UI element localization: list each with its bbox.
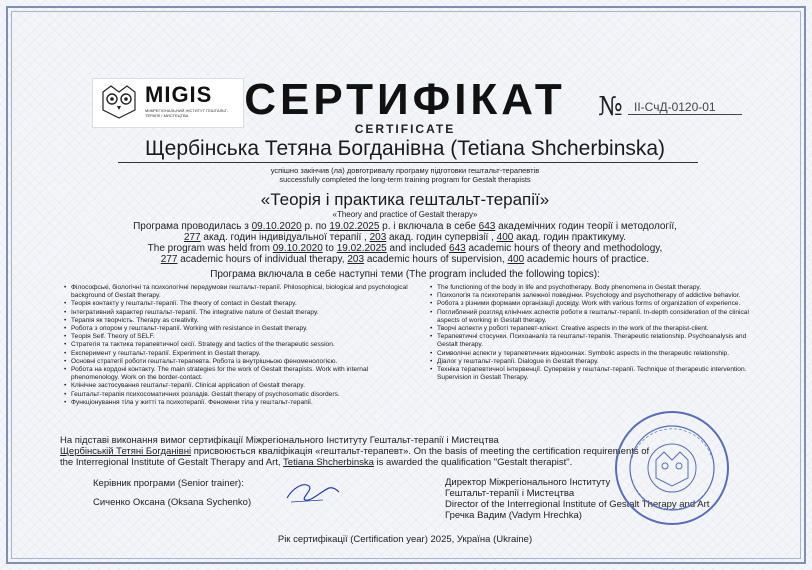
topic-item: • Робота з опором у гештальт-терапії. Working with resistance in Gestalt therapy.: [64, 325, 409, 333]
program-en-line2: 277 academic hours of individual therapy, 203 academic hours of supervision, 400 academic hours of practice.: [160, 254, 650, 265]
handwritten-signature: [283, 478, 343, 506]
completed-uk: успішно закінчив (ла) довготривалу програму підготовки гештальт-терапевтів: [270, 166, 540, 175]
certificate-number: II-СчД-0120-01: [628, 100, 742, 115]
statement-line1: На підставі виконання вимог сертифікації Міжрегіонального Інституту Гештальт-терапії і Мистецтва: [60, 435, 499, 446]
director-role-en: Director of the Interregional Institute of Gestalt Therapy and Art: [445, 499, 710, 510]
completed-en: successfully completed the long-term training program for Gestalt therapists: [279, 175, 531, 184]
topic-item: • Теорія Self. Theory of SELF.: [64, 333, 409, 341]
program-en-line1: The program was held from 09.10.2020 to 19.02.2025 and included 643 academic hours of theory and methodology,: [147, 243, 663, 254]
topic-item: • Психологія та психотерапія залежної поведінки. Psychology and psychotherapy of addictive behavior.: [430, 292, 755, 300]
program-uk-line1: Програма проводилась з 09.10.2020 р. по 19.02.2025 р. і включала в себе 643 академічних годин теорії і методології,: [133, 221, 677, 232]
topics-left-column: [64, 284, 409, 407]
topic-item: • Клінічне застосування гештальт-терапії. Clinical application of Gestalt therapy.: [64, 382, 409, 390]
statement-line2: Щербінській Тетяні Богданівні присвоюється кваліфікація «гештальт-терапевт». On the basis of meeting the certification requirements of: [60, 446, 650, 457]
director-role-uk2: Гештальт-терапії і Мистецтва: [445, 488, 575, 499]
course-title-uk: «Теорія і практика гештальт-терапії»: [260, 190, 550, 209]
topic-item: • Теорія контакту у гештальт-терапії. The theory of contact in Gestalt therapy.: [64, 300, 409, 308]
topic-item: • Діалог у гештальт-терапії. Dialogue in Gestalt therapy.: [430, 358, 755, 366]
senior-trainer-name: Сиченко Оксана (Oksana Sychenko): [93, 497, 252, 508]
name-underline: [118, 162, 698, 163]
director-role-uk1: Директор Міжрегіонального Інституту: [445, 477, 611, 488]
topic-item: • The functioning of the body in life and psychotherapy. Body phenomena in Gestalt therapy.: [430, 284, 755, 292]
statement-line3: the Interregional Institute of Gestalt Therapy and Art, Tetiana Shcherbinska is awarded the qualification "Gestalt therapist".: [60, 457, 573, 468]
migis-logo: [92, 78, 244, 128]
topic-item: • Експеримент у гештальт-терапії. Experiment in Gestalt therapy.: [64, 350, 409, 358]
number-sign: №: [598, 92, 623, 122]
topic-item: • Гештальт-терапія психосоматичних розладів. Gestalt therapy of psychosomatic disorders.: [64, 391, 409, 399]
topic-item: • Функціонування тіла у житті та психотерапії. Феномени тіла у гештальт-терапії.: [64, 399, 409, 407]
owl-logo-icon: [99, 84, 139, 120]
director-name: Гречка Вадим (Vadym Hrechka): [445, 510, 582, 521]
logo-name: MIGIS: [145, 82, 213, 107]
topic-item: • Інтегративний характер гештальт-терапії. The integrative nature of Gestalt therapy.: [64, 309, 409, 317]
institute-stamp-seal: [612, 408, 732, 528]
topic-item: • Творчі аспекти у роботі терапевт-клієнт. Creative aspects in the work of the therapist-client.: [430, 325, 755, 333]
topic-item: • Основні стратегії роботи гештальт-терапевта. Робота із внутрішньою феноменологією.: [64, 358, 409, 366]
topic-item: • Терапевтичні стосунки. Психоаналіз та гештальт-терапія. Therapeutic relationship. Psychoanalysis and Gestalt therapy.: [430, 333, 755, 349]
certificate-title: СЕРТИФІКАТ: [244, 75, 566, 124]
senior-trainer-role: Керівник програми (Senior trainer):: [93, 478, 244, 489]
logo-subtitle: МІЖРЕГІОНАЛЬНИЙ ІНСТИТУТ ГЕШТАЛЬТ-ТЕРАПІЇ І МИСТЕЦТВА: [145, 108, 229, 118]
topic-item: • Терапія як творчість. Therapy as creativity.: [64, 317, 409, 325]
topic-item: • Техніка терапевтичної інтервенції. Супервізія у гештальт-терапії. Technique of therapeutic intervention. Supervision in Gestalt Therapy.: [430, 366, 755, 382]
topic-item: • Робота з різними формами організації досвіду. Work with various forms of organization of experience.: [430, 300, 755, 308]
topic-item: • Робота на кордоні контакту. The main strategies for the work of Gestalt therapists. Work with internal phenomenology. Work on the border-contact.: [64, 366, 409, 382]
topics-heading: Програма включала в себе наступні теми (The program included the following topics):: [210, 269, 600, 280]
course-title-en: «Theory and practice of Gestalt therapy»: [332, 210, 478, 219]
topic-item: • Філософські, біологічні та психологічні передумови гештальт-терапії. Philosophical, biological and psychological background of Gestalt therapy.: [64, 284, 409, 300]
topic-item: • Поглиблений розгляд клінічних аспектів роботи в гештальт-терапії. In-depth consideration of the clinical aspects of working in Gestalt therapy.: [430, 309, 755, 325]
topic-item: • Символічні аспекти у терапевтичних відносинах. Symbolic aspects in the therapeutic relationship.: [430, 350, 755, 358]
certificate-subtitle: CERTIFICATE: [354, 122, 456, 136]
certification-year: Рік сертифікації (Certification year) 2025, Україна (Ukraine): [277, 534, 533, 545]
topics-right-column: [430, 284, 755, 382]
program-uk-line2: 277 акад. годин індивідуальної терапії , 203 акад. годин супервізії , 400 акад. годин практикуму.: [183, 232, 627, 243]
topic-item: • Стратегія та тактика терапевтичної сесії. Strategy and tactics of the therapeutic session.: [64, 341, 409, 349]
recipient-name: Щербінська Тетяна Богданівна (Tetiana Shcherbinska): [144, 137, 666, 160]
